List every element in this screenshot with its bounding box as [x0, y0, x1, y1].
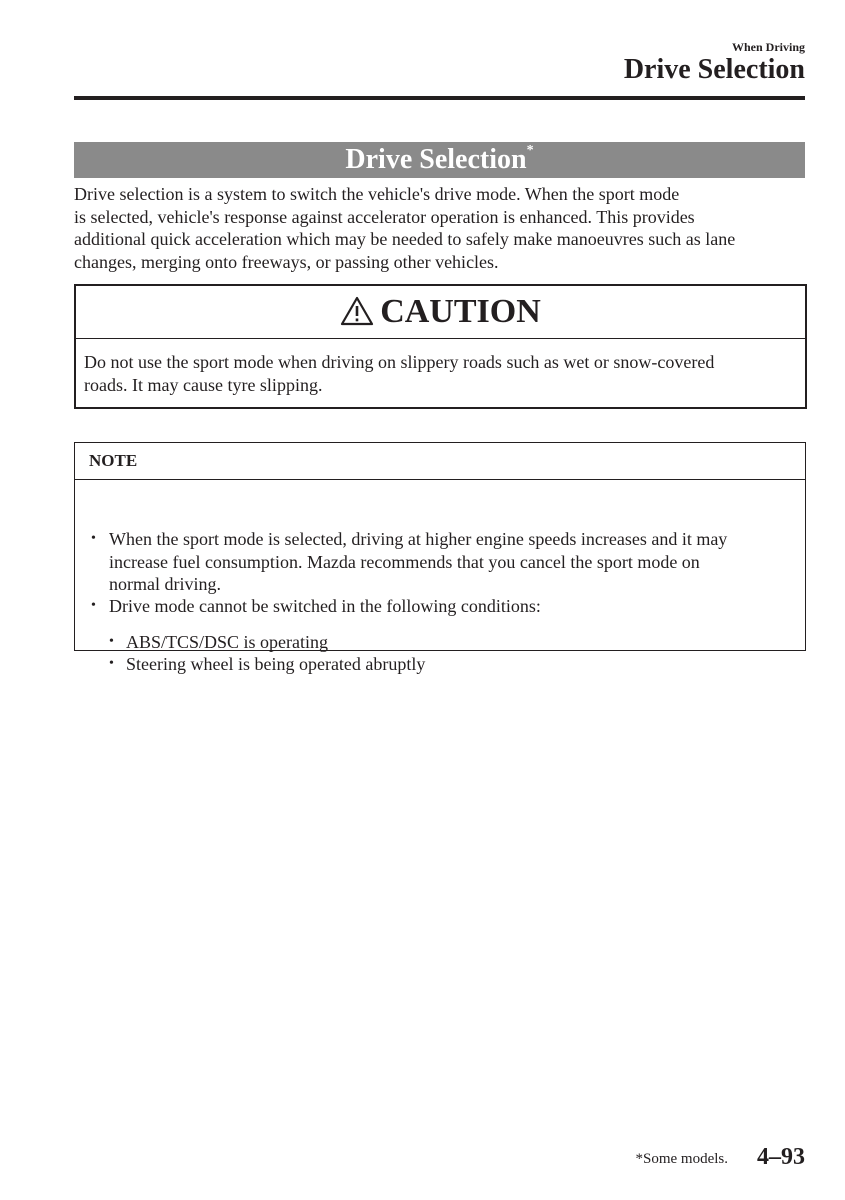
- caution-line: Do not use the sport mode when driving on slippery roads such as wet or snow-covered: [84, 352, 715, 372]
- intro-paragraph: [74, 183, 814, 273]
- caution-line: roads. It may cause tyre slipping.: [84, 374, 323, 395]
- bullet-icon: •: [109, 656, 114, 671]
- note-item-line: Drive mode cannot be switched in the following conditions:: [109, 596, 541, 616]
- footer-note: *Some models.: [635, 1151, 728, 1167]
- warning-triangle-icon: [340, 296, 374, 326]
- section-banner: [74, 142, 805, 178]
- note-item-line: normal driving.: [109, 574, 221, 594]
- note-title: NOTE: [75, 443, 805, 480]
- page-number: 4–93: [757, 1144, 805, 1170]
- caution-title: CAUTION: [380, 293, 541, 330]
- caution-header: [76, 286, 805, 339]
- bullet-icon: •: [109, 634, 114, 649]
- intro-line: Drive selection is a system to switch the vehicle's drive mode. When the sport mode: [74, 184, 680, 204]
- note-item-line: increase fuel consumption. Mazda recommends that you cancel the sport mode on: [109, 551, 700, 572]
- caution-text: [76, 339, 805, 396]
- intro-line: is selected, vehicle's response against accelerator operation is enhanced. This provides: [74, 206, 695, 227]
- bullet-icon: •: [91, 598, 96, 613]
- intro-line: changes, merging onto freeways, or passing other vehicles.: [74, 251, 499, 272]
- note-box: [74, 442, 806, 674]
- intro-line: additional quick acceleration which may be needed to safely make manoeuvres such as lane: [74, 229, 736, 249]
- header-divider: [74, 96, 805, 100]
- bullet-icon: •: [91, 531, 96, 546]
- header-chapter-label: When Driving: [731, 40, 805, 54]
- section-asterisk: *: [526, 143, 534, 158]
- header-title: Drive Selection: [623, 54, 805, 85]
- note-item-line: When the sport mode is selected, driving at higher engine speeds increases and it may: [109, 529, 728, 549]
- section-title: Drive Selection: [345, 144, 527, 175]
- caution-box: [74, 284, 807, 409]
- note-subitem-text: ABS/TCS/DSC is operating: [126, 632, 329, 652]
- note-subitem-text: Steering wheel is being operated abruptly: [126, 654, 426, 674]
